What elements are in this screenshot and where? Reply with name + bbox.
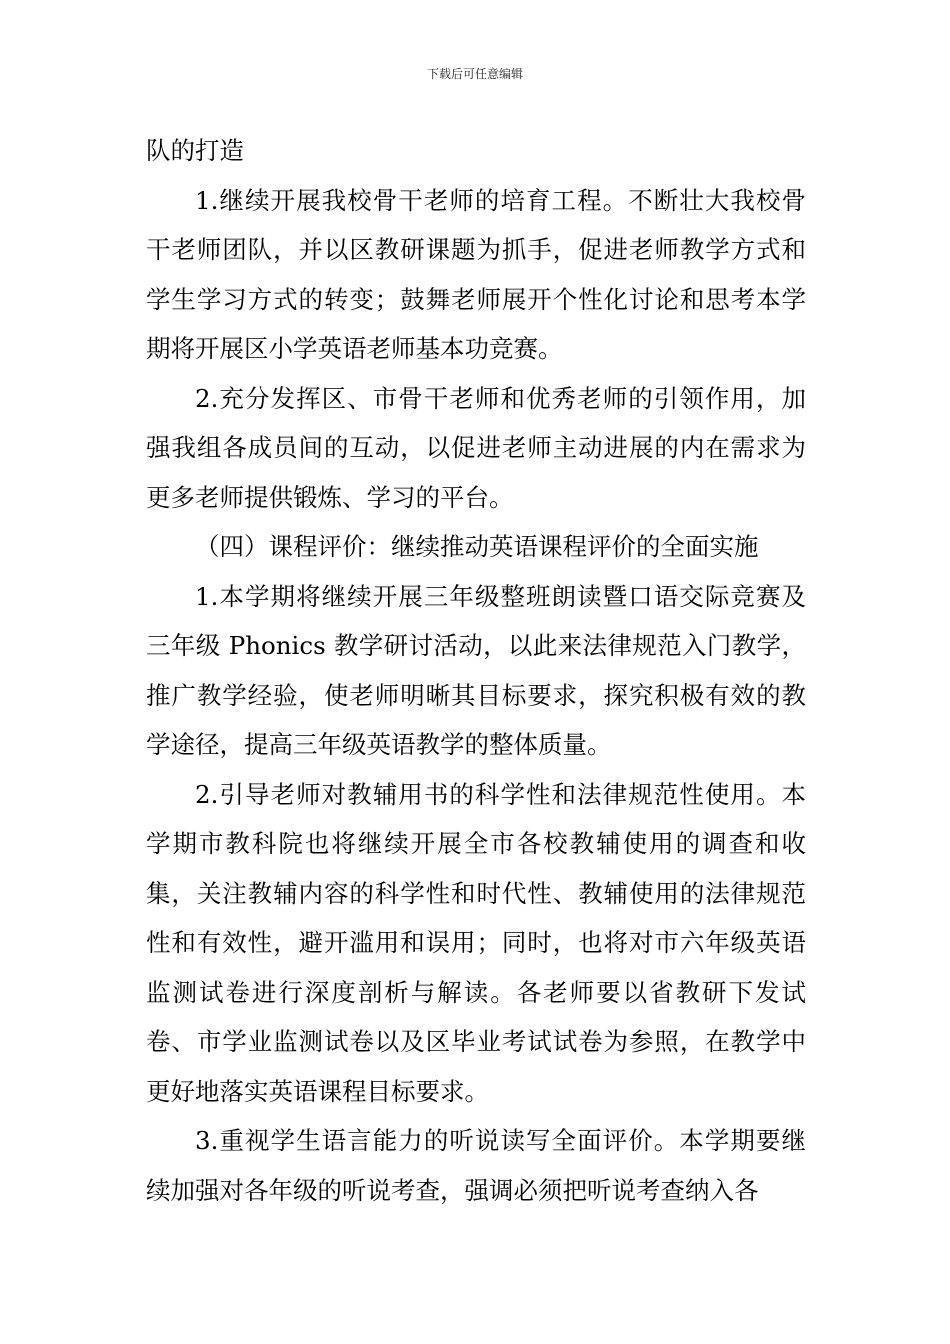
paragraph-item-2-evaluation: 2.引导老师对教辅用书的科学性和法律规范性使用。本学期市教科院也将继续开展全市各校教辅使用的调查和收集，关注教辅内容的科学性和时代性、教辅使用的法律规范性和有效性，避开滥用和误用；同时，也将对市六年级英语监测试卷进行深度剖析与解读。各老师要以省教研下发试卷、市学业监测试卷以及区毕业考试试卷为参照，在教学中更好地落实英语课程目标要求。 (146, 779, 806, 1106)
paragraph-item-3-evaluation: 3.重视学生语言能力的听说读写全面评价。本学期要继续加强对各年级的听说考查，强调必须把听说考查纳入各 (146, 1126, 806, 1205)
document-body (146, 126, 806, 1215)
section-heading: （四）课程评价：继续推动英语课程评价的全面实施 (195, 532, 759, 561)
paragraph-item-2: 2.充分发挥区、市骨干老师和优秀老师的引领作用，加强我组各成员间的互动，以促进老师主动进展的内在需求为更多老师提供锻炼、学习的平台。 (146, 383, 806, 512)
paragraph-continuation: 队的打造 (146, 136, 244, 165)
paragraph-item-1-evaluation: 1.本学期将继续开展三年级整班朗读暨口语交际竞赛及三年级 Phonics 教学研讨活动，以此来法律规范入门教学，推广教学经验，使老师明晰其目标要求，探究积极有效的教学途径，提高三年级英语教学的整体质量。 (146, 581, 806, 759)
paragraph-item-1: 1.继续开展我校骨干老师的培育工程。不断壮大我校骨干老师团队，并以区教研课题为抓手，促进老师教学方式和学生学习方式的转变；鼓舞老师展开个性化讨论和思考本学期将开展区小学英语老师基本功竞赛。 (146, 185, 806, 363)
page-header: 下载后可任意编辑 (426, 67, 523, 81)
